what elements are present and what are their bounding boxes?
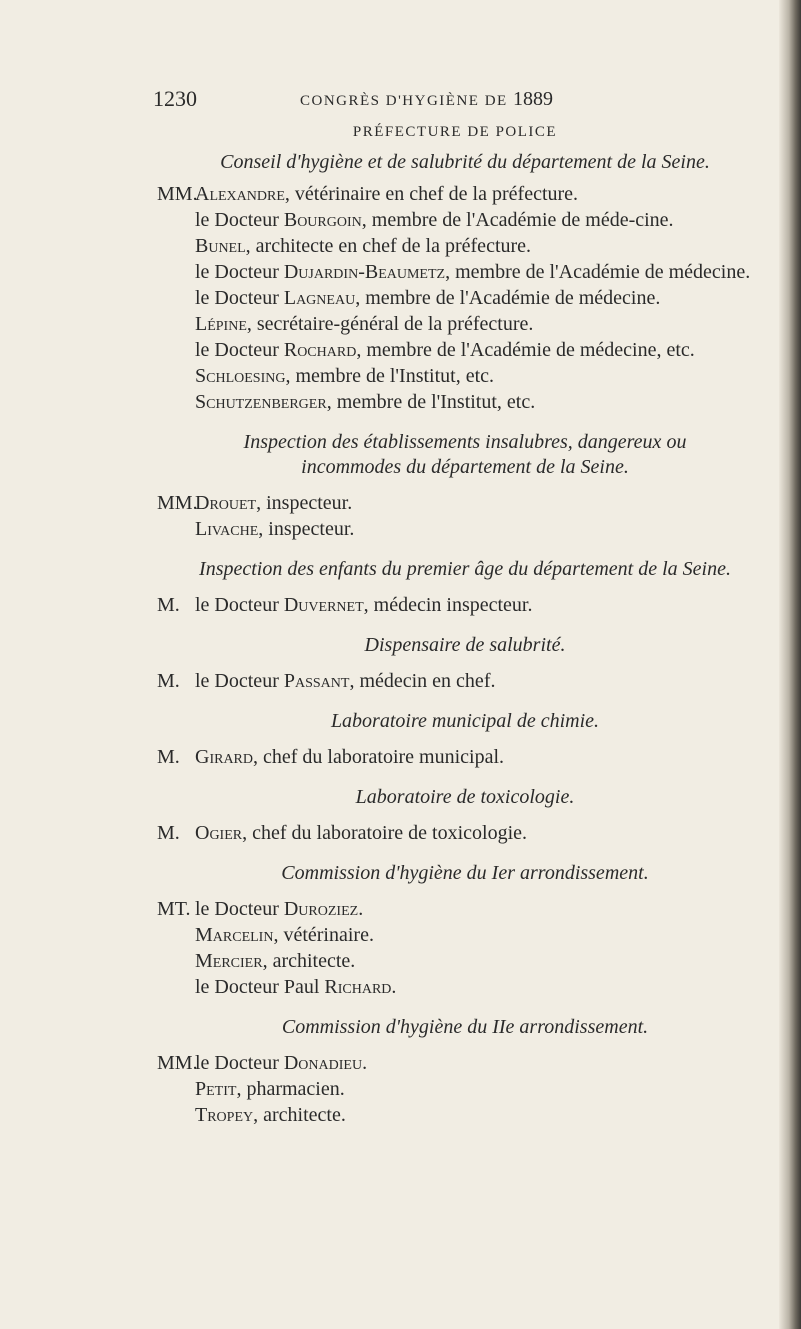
person-name: Donadieu [283, 1052, 363, 1074]
entry-prefix: le Docteur [195, 670, 284, 692]
entry-text [195, 233, 755, 259]
entry-text [195, 490, 755, 516]
list-item [195, 1076, 755, 1102]
entry-description: , pharmacien. [236, 1078, 345, 1100]
person-name: Bunel [195, 235, 246, 257]
section-heading: Commission d'hygiène du IIe arrondissement. [281, 1016, 649, 1038]
honorific-label: M. [157, 594, 180, 616]
section [157, 785, 755, 846]
list-item [157, 490, 755, 516]
entry-text [195, 259, 755, 285]
entry-text [195, 948, 755, 974]
section [157, 1015, 755, 1128]
person-name: Livache [195, 518, 259, 540]
entry-text [195, 820, 755, 846]
list-item [195, 389, 755, 415]
running-head-text: CONGRÈS D'HYGIÈNE DE [300, 93, 508, 109]
entry-description: , secrétaire-général de la préfecture. [246, 313, 534, 335]
list-item [157, 744, 755, 770]
person-name: Mercier [195, 950, 263, 972]
entry-description: , membre de l'Institut, etc. [326, 391, 536, 413]
section-heading: Commission d'hygiène du Ier arrondissement. [281, 862, 649, 884]
list-item [195, 948, 755, 974]
honorific-label: MM. [157, 183, 198, 205]
person-name: Dujardin-Beaumetz [283, 261, 446, 283]
honorific-label: M. [157, 670, 180, 692]
person-name: Schloesing [195, 365, 286, 387]
entry-text [195, 592, 755, 618]
section [157, 557, 755, 618]
entry-text [195, 207, 755, 233]
list-item [157, 592, 755, 618]
entry-text [195, 668, 755, 694]
entry-prefix: le Docteur [195, 261, 284, 283]
entry-text [195, 1102, 755, 1128]
person-name: Richard [324, 976, 392, 998]
section-heading: Inspection des enfants du premier âge du département de la Seine. [199, 558, 731, 580]
person-name: Drouet [195, 492, 257, 514]
entry-prefix: le Docteur Paul [195, 976, 325, 998]
entry-description: . [362, 1052, 368, 1074]
section [157, 633, 755, 694]
entry-description: , membre de l'Académie de méde-cine. [361, 209, 674, 231]
running-head-year: 1889 [512, 88, 553, 110]
list-item [195, 516, 755, 542]
list-item [195, 337, 755, 363]
list-item [195, 974, 755, 1000]
entry-description: , vétérinaire. [273, 924, 374, 946]
person-name: Bourgoin [283, 209, 362, 231]
section-heading: Conseil d'hygiène et de salubrité du département de la Seine. [220, 151, 710, 173]
entry-prefix: le Docteur [195, 339, 284, 361]
entry-prefix: le Docteur [195, 287, 284, 309]
entry-description: , architecte. [253, 1104, 346, 1126]
person-name: Rochard [283, 339, 357, 361]
person-name: Passant [283, 670, 350, 692]
entry-description: , médecin en chef. [349, 670, 496, 692]
section-heading: Dispensaire de salubrité. [364, 634, 566, 656]
person-name: Girard [195, 746, 254, 768]
person-name: Alexandre [195, 183, 285, 205]
page-edge-shadow [779, 0, 801, 1329]
list-item [195, 311, 755, 337]
entry-description: , membre de l'Académie de médecine. [445, 261, 751, 283]
page-number: 1230 [153, 86, 197, 111]
entry-description: . [358, 898, 364, 920]
honorific-label: M. [157, 822, 180, 844]
entry-text [195, 363, 755, 389]
running-header [0, 86, 801, 116]
section [157, 709, 755, 770]
list-item [195, 1102, 755, 1128]
list-item [157, 1050, 755, 1076]
honorific-label: MT. [157, 898, 191, 920]
honorific-label: MM. [157, 492, 198, 514]
entry-text [195, 389, 755, 415]
page-title: PRÉFECTURE DE POLICE [352, 124, 558, 140]
entry-text [195, 1050, 755, 1076]
list-item [195, 363, 755, 389]
honorific-label: MM. [157, 1052, 198, 1074]
entry-description: , inspecteur. [256, 492, 353, 514]
list-item [157, 896, 755, 922]
entry-text [195, 974, 755, 1000]
entry-description: , médecin inspecteur. [363, 594, 533, 616]
entry-text [195, 744, 755, 770]
section-heading: Inspection des établissements insalubres, dangereux ou incommodes du département de la Seine. [243, 431, 687, 478]
page-body [157, 124, 755, 1128]
entry-description: , membre de l'Institut, etc. [285, 365, 495, 387]
entry-text [195, 337, 755, 363]
list-item [195, 285, 755, 311]
list-item [195, 922, 755, 948]
entry-description: , chef du laboratoire de toxicologie. [242, 822, 528, 844]
list-item [195, 259, 755, 285]
entry-description: , membre de l'Académie de médecine. [355, 287, 661, 309]
entry-prefix: le Docteur [195, 1052, 284, 1074]
person-name: Lépine [195, 313, 247, 335]
person-name: Schutzenberger [195, 391, 327, 413]
entry-prefix: le Docteur [195, 898, 284, 920]
entry-description: , inspecteur. [258, 518, 355, 540]
section [157, 861, 755, 1000]
person-name: Duvernet [283, 594, 364, 616]
list-item [195, 233, 755, 259]
person-name: Ogier [195, 822, 243, 844]
entry-description: , membre de l'Académie de médecine, etc. [356, 339, 695, 361]
section [157, 150, 755, 415]
honorific-label: M. [157, 746, 180, 768]
entry-text [195, 181, 755, 207]
person-name: Petit [195, 1078, 237, 1100]
person-name: Duroziez [283, 898, 359, 920]
list-item [195, 207, 755, 233]
person-name: Lagneau [283, 287, 356, 309]
entry-description: , architecte en chef de la préfecture. [245, 235, 532, 257]
list-item [157, 820, 755, 846]
entry-prefix: le Docteur [195, 209, 284, 231]
entry-text [195, 311, 755, 337]
entry-text [195, 516, 755, 542]
entry-description: , chef du laboratoire municipal. [253, 746, 505, 768]
entry-text [195, 896, 755, 922]
section-heading: Laboratoire municipal de chimie. [330, 710, 600, 732]
person-name: Tropey [195, 1104, 254, 1126]
entry-description: , vétérinaire en chef de la préfecture. [284, 183, 579, 205]
entry-text [195, 922, 755, 948]
entry-description: . [391, 976, 397, 998]
section [157, 430, 755, 542]
entry-description: , architecte. [262, 950, 356, 972]
entry-text [195, 285, 755, 311]
running-head [300, 88, 553, 111]
person-name: Marcelin [195, 924, 274, 946]
list-item [157, 668, 755, 694]
list-item [157, 181, 755, 207]
entry-prefix: le Docteur [195, 594, 284, 616]
entry-text [195, 1076, 755, 1102]
section-heading: Laboratoire de toxicologie. [355, 786, 575, 808]
sections [157, 150, 755, 1128]
